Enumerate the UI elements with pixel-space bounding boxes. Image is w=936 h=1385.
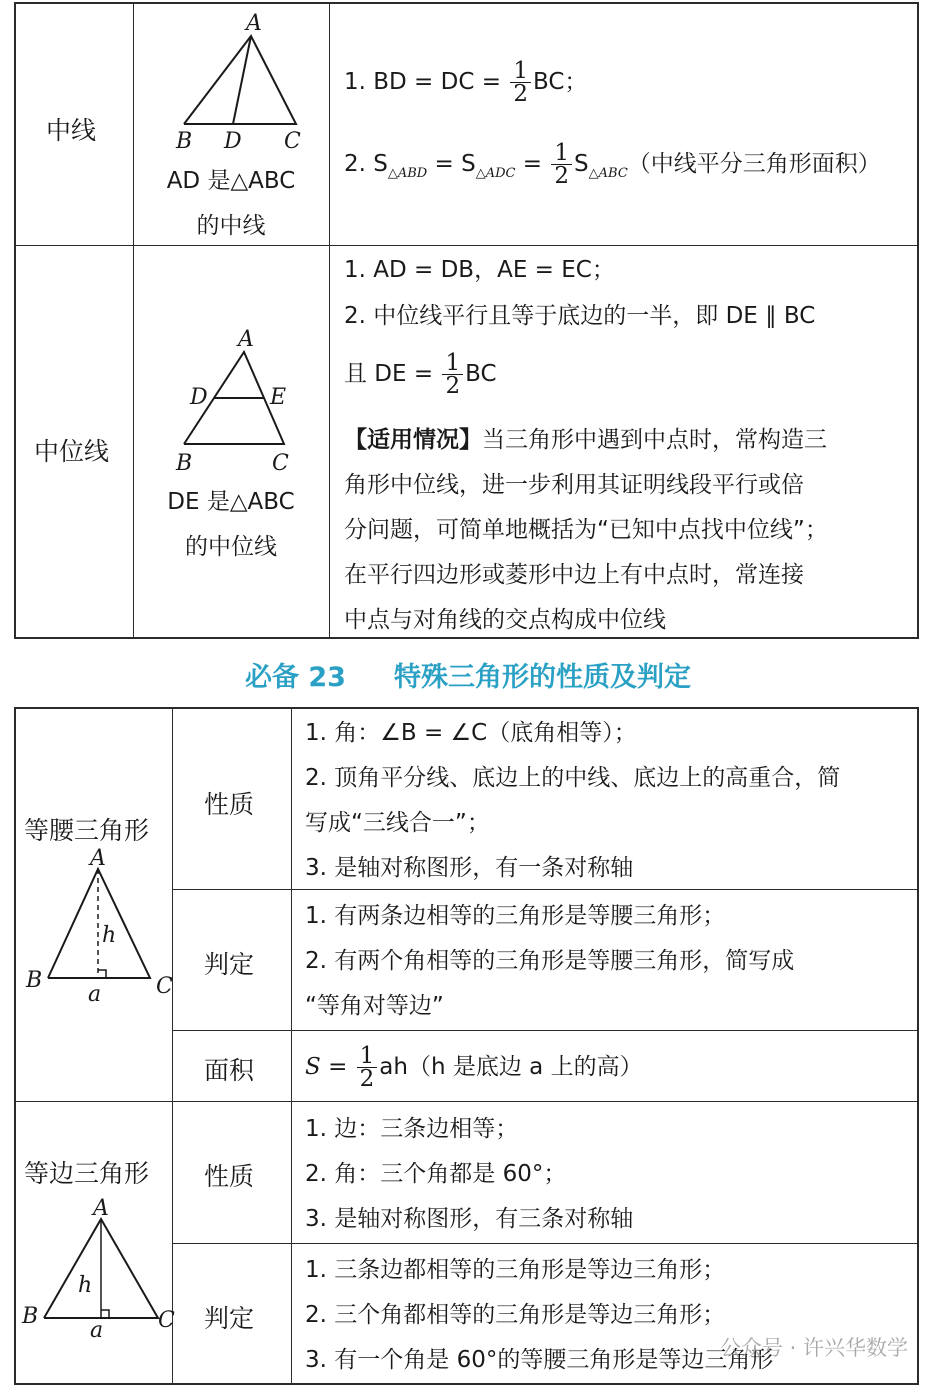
isosceles-property-label: 性质 <box>204 790 255 819</box>
median-label: 中线 <box>46 116 97 145</box>
midline-note-3: 分问题，可简单地概括为“已知中点找中位线”； <box>344 517 828 543</box>
isosceles-judge-2: 2. 有两个角相等的三角形是等腰三角形，简写成 <box>305 948 795 974</box>
equilateral-property-3: 3. 是轴对称图形，有三条对称轴 <box>305 1206 634 1232</box>
vertex-a-label: A <box>93 1196 109 1221</box>
isosceles-judge-label: 判定 <box>204 950 255 979</box>
area-formula-suffix: ah（h 是底边 a 上的高） <box>379 1054 643 1080</box>
point-d-label: D <box>190 385 208 410</box>
fraction-numerator: 1 <box>551 142 572 165</box>
column-divider <box>172 709 173 1383</box>
isosceles-property-2: 2. 顶角平分线、底边上的中线、底边上的高重合，简 <box>305 765 841 791</box>
area-eq: = <box>515 151 550 177</box>
midline-property-3 <box>344 352 497 397</box>
median-table <box>14 2 919 639</box>
midline-note-1 <box>344 418 827 463</box>
area-sub-abc: △ABC <box>588 166 628 181</box>
midline-eq-prefix: 且 DE = <box>344 361 441 387</box>
fraction-denominator: 2 <box>359 1066 375 1092</box>
area-sub-adc: △ADC <box>475 166 516 181</box>
equilateral-property-1: 1. 边：三条边相等； <box>305 1116 519 1142</box>
height-h-label: h <box>102 923 117 948</box>
median-figure <box>166 6 316 156</box>
base-a-label: a <box>90 1318 104 1343</box>
vertex-c-label: C <box>284 129 301 154</box>
isosceles-figure <box>20 846 173 1007</box>
isosceles-judge-1: 1. 有两条边相等的三角形是等腰三角形； <box>305 903 726 929</box>
isosceles-triangle <box>48 869 150 978</box>
section-title: 特殊三角形的性质及判定 <box>393 662 691 693</box>
fraction-denominator: 2 <box>513 81 528 107</box>
vertex-b-label: B <box>176 451 193 476</box>
equilateral-judge-2: 2. 三个角都相等的三角形是等边三角形； <box>305 1302 726 1328</box>
median-property-2 <box>344 142 881 196</box>
vertex-c-label: C <box>272 451 289 476</box>
isosceles-area-formula <box>305 1045 643 1090</box>
vertex-c-label: C <box>156 974 173 999</box>
midline-caption-2: 的中位线 <box>185 534 277 560</box>
midline-figure <box>166 322 316 476</box>
equilateral-judge-1: 1. 三条边都相等的三角形是等边三角形； <box>305 1257 726 1283</box>
equilateral-judge-label: 判定 <box>204 1304 255 1333</box>
fraction-half <box>510 60 531 105</box>
area-formula-prefix: S = <box>305 1054 355 1080</box>
midline-eq-suffix: BC <box>465 361 497 387</box>
section-number: 必备 23 <box>245 662 346 693</box>
column-divider <box>291 709 292 1383</box>
vertex-a-label: A <box>90 846 106 871</box>
height-h-label: h <box>78 1273 93 1298</box>
median-property-1-prefix: 1. BD = DC = <box>344 69 509 95</box>
area-s: 2. S <box>344 151 388 177</box>
midline-caption-1: DE 是△ABC <box>167 489 295 515</box>
watermark: 公众号 · 许兴华数学 <box>719 1336 908 1360</box>
isosceles-area-label: 面积 <box>204 1056 255 1085</box>
fraction-half <box>442 352 463 397</box>
equilateral-property-2: 2. 角：三个角都是 60°； <box>305 1161 567 1187</box>
isosceles-judge-3: “等角对等边” <box>305 993 444 1019</box>
median-property-1 <box>344 60 587 105</box>
area-note: （中线平分三角形面积） <box>627 151 881 177</box>
vertex-a-label: A <box>246 11 262 36</box>
midline-property-1: 1. AD = DB，AE = EC； <box>344 257 615 283</box>
base-a-label: a <box>88 982 102 1007</box>
isosceles-property-1: 1. 角：∠B = ∠C（底角相等）； <box>305 720 637 746</box>
column-divider <box>329 4 330 637</box>
equilateral-property-label: 性质 <box>204 1162 255 1191</box>
special-triangles-table <box>14 707 919 1385</box>
fraction-denominator: 2 <box>554 163 570 189</box>
equilateral-label: 等边三角形 <box>24 1159 150 1188</box>
right-angle-mark <box>101 1310 109 1318</box>
vertex-b-label: B <box>176 129 193 154</box>
right-angle-mark <box>98 970 106 978</box>
midline-label: 中位线 <box>34 437 110 466</box>
fraction-half <box>357 1045 378 1090</box>
area-sub-abd: △ABD <box>387 166 428 181</box>
fraction-denominator: 2 <box>445 373 461 399</box>
vertex-b-label: B <box>22 1304 39 1329</box>
isosceles-property-3: 写成“三线合一”； <box>305 810 490 836</box>
median-property-1-suffix: BC； <box>532 69 588 95</box>
midline-property-2: 2. 中位线平行且等于底边的一半，即 DE ∥ BC <box>344 303 816 329</box>
note-tag: 【适用情况】 <box>344 427 482 453</box>
median-caption-1: AD 是△ABC <box>166 168 296 194</box>
area-s-total: S <box>574 151 589 177</box>
row-divider <box>172 1243 917 1244</box>
note-text: 当三角形中遇到中点时，常构造三 <box>482 427 827 453</box>
vertex-b-label: B <box>26 968 43 993</box>
row-divider <box>172 1030 917 1031</box>
median-caption-2: 的中线 <box>196 213 266 239</box>
point-d-label: D <box>224 129 242 154</box>
section-heading <box>0 655 936 694</box>
fraction-numerator: 1 <box>357 1045 378 1068</box>
point-e-label: E <box>270 385 287 410</box>
equilateral-judge-3: 3. 有一个角是 60°的等腰三角形是等边三角形 <box>305 1347 774 1373</box>
isosceles-label: 等腰三角形 <box>24 816 150 845</box>
fraction-numerator: 1 <box>510 60 531 83</box>
area-eq-s: = S <box>427 151 476 177</box>
fraction-numerator: 1 <box>442 352 463 375</box>
fraction-half <box>551 142 572 187</box>
vertex-c-label: C <box>158 1308 175 1333</box>
vertex-a-label: A <box>238 327 254 352</box>
equilateral-figure <box>20 1196 175 1347</box>
isosceles-property-4: 3. 是轴对称图形，有一条对称轴 <box>305 855 634 881</box>
row-divider <box>16 1101 917 1102</box>
midline-note-5: 中点与对角线的交点构成中位线 <box>344 607 666 633</box>
median-triangle <box>184 36 296 124</box>
midline-note-4: 在平行四边形或菱形中边上有中点时，常连接 <box>344 562 804 588</box>
midline-note-2: 角形中位线，进一步利用其证明线段平行或倍 <box>344 472 804 498</box>
